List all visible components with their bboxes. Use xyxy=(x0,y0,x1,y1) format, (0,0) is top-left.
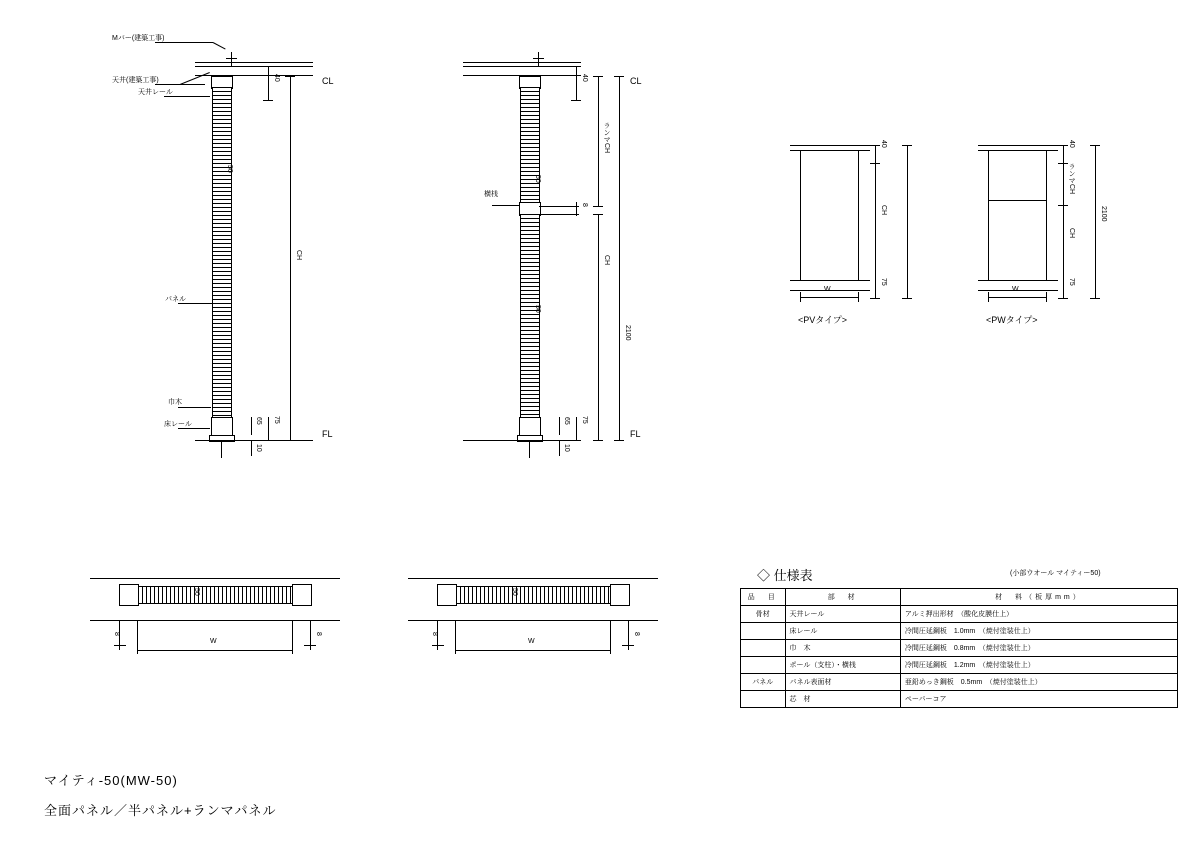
dimline-ch xyxy=(290,76,291,440)
plan2-dim-edge-left: 8 xyxy=(431,632,438,636)
plan2-panel xyxy=(455,586,612,604)
dim-overall-right: 2100 xyxy=(624,325,631,341)
m-bar xyxy=(226,58,237,59)
ranma-panel xyxy=(520,87,540,202)
table-row xyxy=(741,674,1178,691)
spec-material: 冷間圧延鋼板 1.2mm （焼付塗装仕上） xyxy=(900,657,1177,674)
dimline-overall xyxy=(619,76,620,440)
spec-material: ペーパーコア xyxy=(900,691,1177,708)
dimline-base-total-2 xyxy=(576,417,577,440)
skirting xyxy=(211,417,233,437)
dimline-floor-gap xyxy=(251,440,252,456)
plan2-wall-line-lower xyxy=(408,620,658,621)
plan1-post-right xyxy=(292,584,312,606)
dim-panel-module-right-b: 50 xyxy=(534,305,541,313)
table-row xyxy=(741,623,1178,640)
table-row xyxy=(741,657,1178,674)
plan2-edge-dim-right xyxy=(622,645,634,646)
plan2-dim-edge-right: 8 xyxy=(633,632,640,636)
pw-type-label: <PWタイプ> xyxy=(986,315,1038,325)
pw-right-edge xyxy=(1046,150,1047,280)
spec-part: 芯 材 xyxy=(785,691,900,708)
plan2-post-left xyxy=(437,584,457,606)
leader-mbar-slant xyxy=(213,42,226,49)
spec-material: 冷間圧延鋼板 0.8mm （焼付塗装仕上） xyxy=(900,640,1177,657)
spec-header-row xyxy=(741,589,1178,606)
level-cl-right: CL xyxy=(630,76,642,86)
spec-group xyxy=(741,657,786,674)
panel-body-2 xyxy=(520,214,540,417)
dim-floor-gap-left: 10 xyxy=(255,444,262,452)
spec-group xyxy=(741,640,786,657)
pw-width-tick-b xyxy=(1046,292,1047,302)
dimline-base-inner xyxy=(251,417,252,435)
spec-material: 冷間圧延鋼板 1.0mm （焼付塗装仕上） xyxy=(900,623,1177,640)
panel-body xyxy=(212,87,232,417)
spec-header-material: 材 料（板厚mm） xyxy=(900,589,1177,606)
plan1-dim-edge-left: 8 xyxy=(113,632,120,636)
spec-group: 骨材 xyxy=(741,606,786,623)
spec-material: アルミ押出形材 （酸化皮膜仕上） xyxy=(900,606,1177,623)
plan2-width-ext-b xyxy=(610,620,611,654)
pv-top-rail-upper xyxy=(790,145,870,146)
floor-center-line xyxy=(221,440,222,458)
pw-dim-width: W xyxy=(1012,286,1019,293)
pv-width-tick-a xyxy=(800,292,801,302)
plan1-width-ext-a xyxy=(137,620,138,654)
ceiling-line-lower-2 xyxy=(463,66,581,67)
plan2-post-right xyxy=(610,584,630,606)
label-transom: 横桟 xyxy=(484,191,498,198)
dimtick-top-gap-a xyxy=(263,66,273,67)
pw-dimtick-total-b xyxy=(1090,298,1100,299)
dim-base-total-left: 75 xyxy=(273,416,280,424)
level-fl-right: FL xyxy=(630,429,641,439)
pv-dimline-ch xyxy=(875,163,876,280)
dim-ranma-ch: ランマCH xyxy=(603,122,610,154)
pv-dimtick-total-a xyxy=(902,145,912,146)
floor-line-2 xyxy=(463,440,581,441)
leader-transom xyxy=(492,205,520,206)
plan2-width-dimline xyxy=(455,650,610,651)
pw-dim-top: 40 xyxy=(1068,140,1075,148)
spec-header-group: 品 目 xyxy=(741,589,786,606)
skirting-2 xyxy=(519,417,541,437)
label-panel: パネル xyxy=(165,296,186,303)
dimline-top-gap-2 xyxy=(576,66,577,100)
spec-part: パネル表面材 xyxy=(785,674,900,691)
pv-base-upper xyxy=(790,280,870,281)
dimtick-ch2-b xyxy=(593,440,603,441)
dim-top-gap-right: 40 xyxy=(581,74,588,82)
drawing-title-line-2: 全面パネル／半パネル+ランマパネル xyxy=(44,803,277,818)
pw-dimline-ranma xyxy=(1063,163,1064,205)
pv-width-dimline xyxy=(800,297,858,298)
pw-dim-overall: 2100 xyxy=(1100,206,1107,222)
plan1-edge-dim-left xyxy=(114,645,126,646)
pw-transom-line xyxy=(988,200,1046,201)
spec-note: (小部ウオール マイティー50) xyxy=(1010,570,1101,577)
pv-left-edge xyxy=(800,150,801,280)
pw-top-rail-upper xyxy=(978,145,1058,146)
pv-width-tick-b xyxy=(858,292,859,302)
spec-header-part: 部 材 xyxy=(785,589,900,606)
plan1-dim-edge-right: 8 xyxy=(315,632,322,636)
pw-width-tick-a xyxy=(988,292,989,302)
joint-extension-a xyxy=(539,206,579,207)
spec-group xyxy=(741,691,786,708)
plan1-panel xyxy=(137,586,294,604)
label-ceiling-rail: 天井レール xyxy=(138,89,173,96)
dimtick-ranma-b xyxy=(593,206,603,207)
dimline-ch-2 xyxy=(598,214,599,440)
ceiling-line-upper xyxy=(195,62,313,63)
pv-dimline-base xyxy=(875,280,876,298)
spec-table xyxy=(740,588,1178,708)
dim-ch-left: CH xyxy=(295,250,302,261)
joint-extension-b xyxy=(539,214,579,215)
m-bar-2 xyxy=(533,58,544,59)
pw-dim-base: 75 xyxy=(1068,278,1075,286)
pv-right-edge xyxy=(858,150,859,280)
label-ceiling: 天井(建築工事) xyxy=(112,77,159,84)
dim-panel-module-right-a: 50 xyxy=(534,175,541,183)
ceiling-line-lower xyxy=(195,66,313,67)
dimtick-ch2-a xyxy=(593,214,603,215)
dim-base-inner-left: 65 xyxy=(255,417,262,425)
leader-skirting xyxy=(178,407,211,408)
spec-material: 亜鉛めっき鋼板 0.5mm （焼付塗装仕上） xyxy=(900,674,1177,691)
plan2-edge-dim-left xyxy=(432,645,444,646)
dimtick-top-gap-b xyxy=(263,100,273,101)
plan2-dim-width: W xyxy=(528,638,535,645)
plan1-edge-dim-right xyxy=(304,645,316,646)
ceiling-line-upper-2 xyxy=(463,62,581,63)
plan2-width-ext-a xyxy=(455,620,456,654)
dimline-ranma xyxy=(598,76,599,206)
pv-dimline-top xyxy=(875,145,876,163)
dim-top-gap-left: 40 xyxy=(273,74,280,82)
level-fl-left: FL xyxy=(322,429,333,439)
label-mbar: Mバー(建築工事) xyxy=(112,35,165,42)
pw-dimline-ch xyxy=(1063,205,1064,280)
plan2-wall-line-upper xyxy=(408,578,658,579)
floor-center-line-2 xyxy=(529,440,530,458)
dimtick-overall-a xyxy=(614,76,624,77)
plan1-dim-width: W xyxy=(210,638,217,645)
dim-panel-module-left: 50 xyxy=(226,165,233,173)
drawing-title-line-1: マイティ-50(MW-50) xyxy=(44,773,178,788)
pv-dim-top: 40 xyxy=(880,140,887,148)
pv-dimtick-base xyxy=(870,298,880,299)
dimtick-ranma-a xyxy=(593,76,603,77)
pv-dim-ch: CH xyxy=(880,205,887,216)
pw-base-upper xyxy=(978,280,1058,281)
dimline-base-inner-2 xyxy=(559,417,560,435)
pv-dimline-total xyxy=(907,145,908,298)
dimtick-top-gap-2a xyxy=(571,66,581,67)
spec-group xyxy=(741,623,786,640)
table-row xyxy=(741,640,1178,657)
pw-dimline-total xyxy=(1095,145,1096,298)
pv-dimtick-total-b xyxy=(902,298,912,299)
spec-part: 天井レール xyxy=(785,606,900,623)
spec-part: ポール（支柱）・横桟 xyxy=(785,657,900,674)
dimline-top-gap xyxy=(268,66,269,100)
pw-dimtick-total-a xyxy=(1090,145,1100,146)
table-row xyxy=(741,691,1178,708)
label-floor-rail: 床レール xyxy=(164,421,192,428)
dimtick-ch-b xyxy=(285,440,295,441)
dimline-floor-gap-2 xyxy=(559,440,560,456)
label-skirting: 巾木 xyxy=(168,399,182,406)
pw-dimline-top xyxy=(1063,145,1064,163)
dim-ch-right: CH xyxy=(603,255,610,266)
plan1-dim-thickness: 50 xyxy=(193,588,200,596)
dim-floor-gap-right: 10 xyxy=(563,444,570,452)
pw-dim-ranma: ランマCH xyxy=(1068,163,1075,195)
spec-part: 床レール xyxy=(785,623,900,640)
pv-type-label: <PVタイプ> xyxy=(798,315,848,325)
dim-base-total-right: 75 xyxy=(581,416,588,424)
table-row xyxy=(741,606,1178,623)
plan1-width-dimline xyxy=(137,650,292,651)
pw-left-edge xyxy=(988,150,989,280)
spec-part: 巾 木 xyxy=(785,640,900,657)
dimtick-top-gap-2b xyxy=(571,100,581,101)
hanger-bolt xyxy=(231,52,232,66)
pw-dimline-base xyxy=(1063,280,1064,298)
dim-base-inner-right: 65 xyxy=(563,417,570,425)
spec-group: パネル xyxy=(741,674,786,691)
dimtick-ch-a xyxy=(285,76,295,77)
pv-dim-base: 75 xyxy=(880,278,887,286)
pw-width-dimline xyxy=(988,297,1046,298)
dimtick-overall-b xyxy=(614,440,624,441)
plan1-wall-line-lower xyxy=(90,620,340,621)
pw-dim-ch: CH xyxy=(1068,228,1075,239)
level-cl-left: CL xyxy=(322,76,334,86)
hanger-bolt-2 xyxy=(538,52,539,66)
pv-dim-width: W xyxy=(824,286,831,293)
pw-dimtick-base xyxy=(1058,298,1068,299)
plan1-width-ext-b xyxy=(292,620,293,654)
floor-line xyxy=(195,440,313,441)
dimline-base-total xyxy=(268,417,269,440)
plan2-dim-thickness: 50 xyxy=(511,588,518,596)
plan1-wall-line-upper xyxy=(90,578,340,579)
dim-joint: 8 xyxy=(581,203,588,207)
plan1-post-left xyxy=(119,584,139,606)
spec-title: ◇ 仕様表 xyxy=(757,568,813,583)
